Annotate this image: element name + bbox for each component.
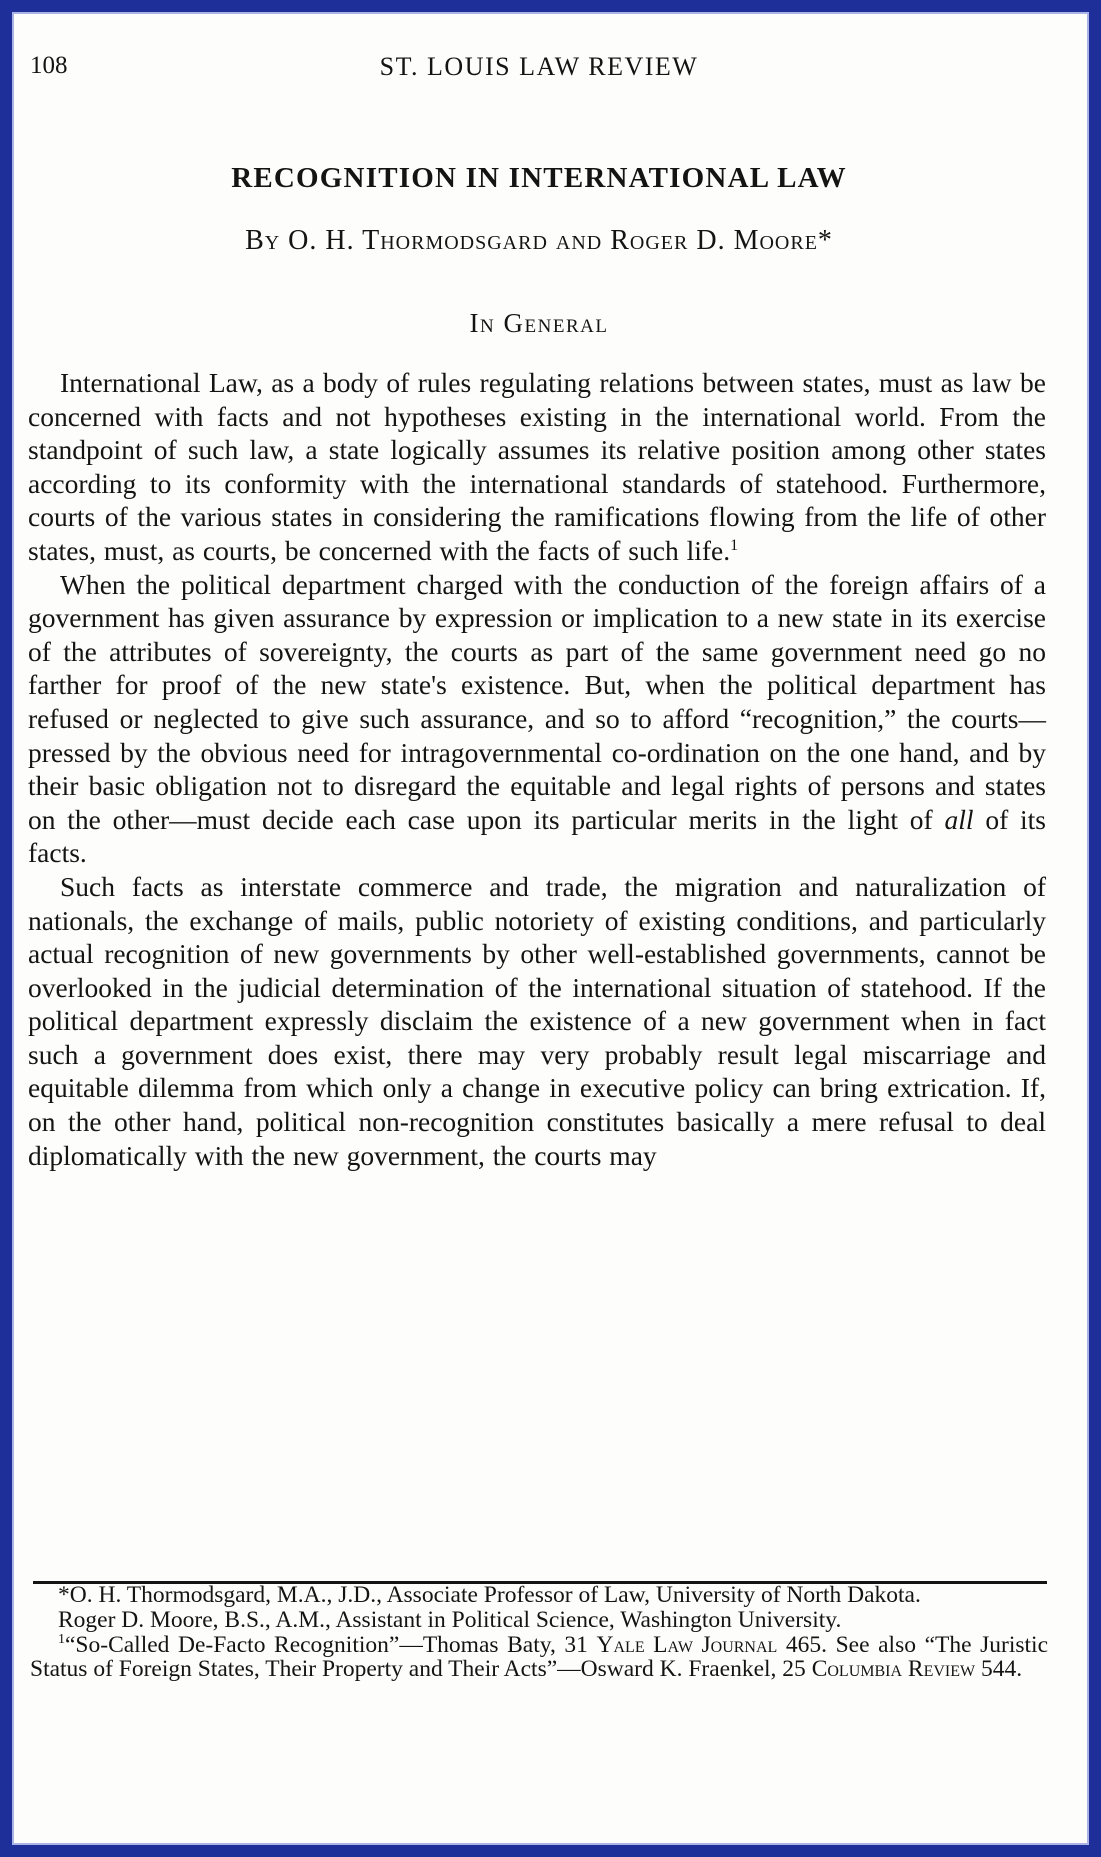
- article-title: RECOGNITION IN INTERNATIONAL LAW: [231, 162, 847, 194]
- paragraph-1: [28, 366, 1046, 568]
- running-header: [30, 52, 1048, 92]
- page-number: 108: [30, 52, 68, 79]
- footnote-1: [30, 1633, 1048, 1683]
- journal-name: ST. LOUIS LAW REVIEW: [379, 52, 699, 81]
- article-body: [28, 366, 1046, 1172]
- article-byline: By O. H. Thormodsgard and Roger D. Moore*: [245, 225, 833, 256]
- footnote-1-text-cont: 465. See also “The Juristic Status of Foreign States, Their Property and Their Acts”—Osward K. Fraenkel, 25: [30, 1631, 1048, 1683]
- paragraph-3-text: Such facts as interstate commerce and trade, the migration and naturalization of nationals, the exchange of mails, public notoriety of existing conditions, and particularly actual recognition of new governments by other well-established governments, cannot be overlooked in the judicial determination of the international situation of statehood. If the political department expressly disclaim the existence of a new government when in fact such a government does exist, there may very probably result legal miscarriage and equitable dilemma from which only a change in executive policy can bring extrication. If, on the other hand, political non-recognition constitutes basically a mere refusal to deal diplomatically with the new government, the courts may: [28, 870, 1046, 1171]
- footnote-author-2: Roger D. Moore, B.S., A.M., Assistant in Political Science, Washington University.: [58, 1606, 842, 1633]
- section-heading: In General: [469, 308, 609, 338]
- paragraph-3: [28, 870, 1046, 1172]
- emphasis-all: all: [944, 803, 974, 835]
- footnote-journal-columbia: Columbia Review: [811, 1656, 976, 1683]
- paragraph-2: [28, 568, 1046, 870]
- footnote-1-text: “So-Called De-Facto Recognition”—Thomas Baty, 31: [65, 1631, 588, 1658]
- paragraph-2-text-end: of its facts.: [28, 803, 1047, 869]
- paragraph-2-text: When the political department charged with the conduction of the foreign affairs of a government has given assurance by expression or implication to a new state in its exercise of the attributes of sovereignty, the courts as part of the same government need go no farther for proof of the new state's existence. But, when the political department has refused or neglected to give such assurance, and so to afford “recognition,” the courts— pressed by the obvious need for intragovernmental co-ordination on the one hand, and by their basic obligation not to disregard the equitable and legal rights of persons and states on the other—must decide each case upon its particular merits in the light of: [28, 568, 1046, 835]
- footnote-author-1: *O. H. Thormodsgard, M.A., J.D., Associate Professor of Law, University of North Dakota.: [58, 1582, 921, 1608]
- footnotes: [30, 1583, 1048, 1682]
- paragraph-1-text: International Law, as a body of rules regulating relations between states, must as law be concerned with facts and not hypotheses existing in the international world. From the standpoint of such law, a state logically assumes its relative position among other states according to its conformity with the international standards of statehood. Furthermore, courts of the various states in considering the ramifications flowing from the life of other states, must, as courts, be concerned with the facts of such life.: [28, 367, 1046, 566]
- footnote-1-text-end: 544.: [980, 1656, 1023, 1683]
- footnote-journal-yale: Yale Law Journal: [596, 1631, 778, 1658]
- footnote-1-mark: 1: [58, 1631, 65, 1647]
- footnote-ref-1[interactable]: 1: [730, 536, 739, 554]
